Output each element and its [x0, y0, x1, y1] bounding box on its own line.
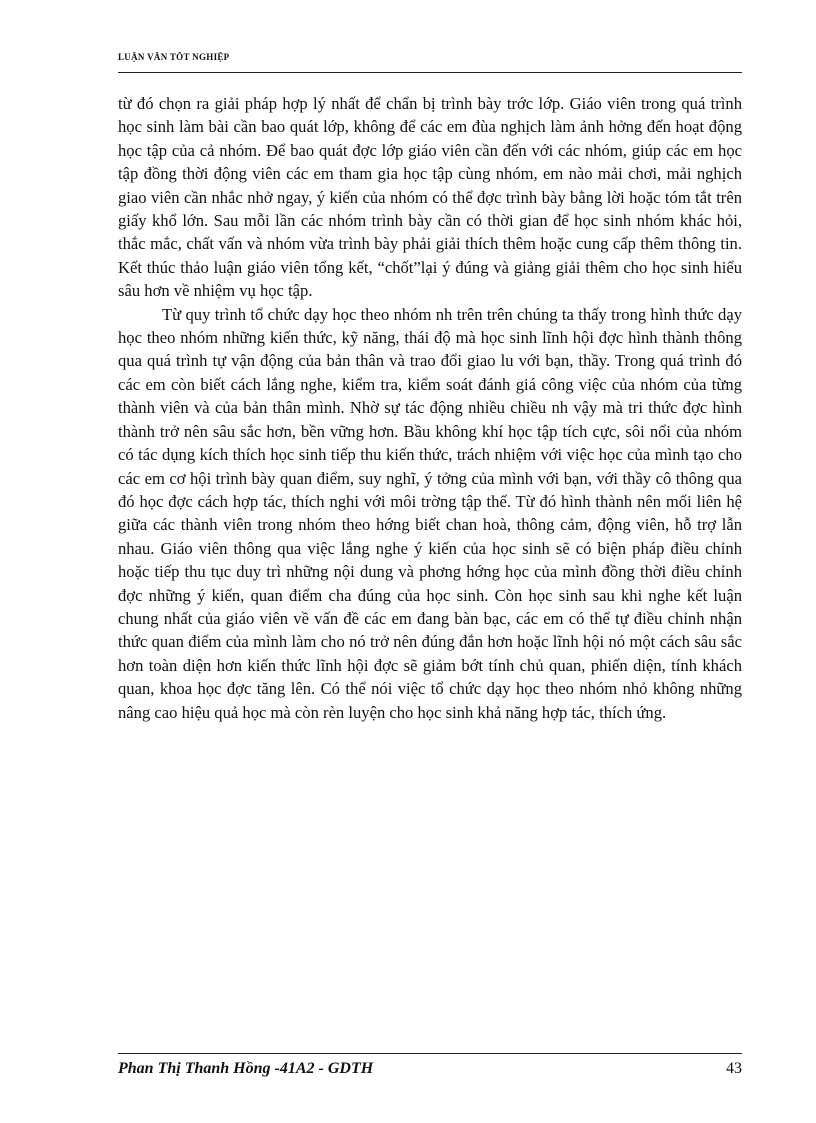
running-header: LUẬN VĂN TỐT NGHIỆP: [118, 52, 230, 62]
footer-author: Phan Thị Thanh Hồng -41A2 - GDTH: [118, 1060, 374, 1077]
paragraph-2: Từ quy trình tổ chức dạy học theo nhóm nh trên trên chúng ta thấy trong hình thức dạy học theo nhóm những kiến thức, kỹ năng, thái độ mà học sinh lĩnh hội đợc hình thành thông qua quá trình tự vận động của bản thân và trao đổi giao lu với bạn, thầy. Trong quá trình đó các em còn biết cách lắng nghe, kiểm tra, kiểm soát đánh giá công việc của nhóm của từng thành viên và của bản thân mình. Nhờ sự tác động nhiều chiều nh vậy mà tri thức đợc hình thành trở nên sâu sắc hơn, bền vững hơn. Bầu không khí học tập tích cực, sôi nổi của nhóm có tác dụng kích thích học sinh tiếp thu kiến thức, trách nhiệm với việc học của mình tạo cho các em cơ hội trình bày quan điểm, suy nghĩ, ý tởng của mình với bạn, với thầy cô thông qua đó học đợc cách hợp tác, thích nghi với môi trờng tập thể. Từ đó hình thành nên mối liên hệ giữa các thành viên trong nhóm theo hớng biết chan hoà, thông cảm, động viên, hỗ trợ lẫn nhau. Giáo viên thông qua việc lắng nghe ý kiến của học sinh sẽ có biện pháp điều chỉnh hoặc tiếp thu tục duy trì những nội dung và phơng hớng học của mình đồng thời điều chỉnh đợc những ý kiến, quan điểm cha đúng của học sinh. Còn học sinh sau khi nghe kết luận chung nhất của giáo viên về vấn đề các em đang bàn bạc, các em có thể tự điều chỉnh nhận thức quan điểm của mình làm cho nó trở nên đúng đắn hơn hoặc lĩnh hội nó một cách sâu sắc hơn toàn diện hơn kiến thức lĩnh hội đợc sẽ giảm bớt tính chủ quan, phiến diện, tính khách quan, khoa học đợc tăng lên. Có thể nói việc tổ chức dạy học theo nhóm nhỏ không những nâng cao hiệu quả học mà còn rèn luyện cho học sinh khả năng hợp tác, thích ứng.: [118, 304, 742, 722]
paragraph-1: từ đó chọn ra giải pháp hợp lý nhất để chẩn bị trình bày trớc lớp. Giáo viên trong quá trình học sinh làm bài cần bao quát lớp, không để các em đùa nghịch làm ảnh hởng đến hoạt động học tập của cả nhóm. Để bao quát đợc lớp giáo viên cần đến với các nhóm, giúp các em học tập đồng thời động viên các em tham gia học tập cùng nhóm, em nào mải chơi, mải nghịch giao viên cần nhắc nhở ngay, ý kiến của nhóm có thể đợc trình bày bằng lời hoặc tóm tắt trên giấy khổ lớn. Sau mỗi lần các nhóm trình bày cần có thời gian để học sinh nhóm khác hỏi, thắc mắc, chất vấn và nhóm vừa trình bày phải giải thích thêm hoặc cung cấp thêm thông tin. Kết thúc thảo luận giáo viên tổng kết, “chốt”lại ý đúng và giảng giải thêm cho học sinh hiểu sâu hơn về nhiệm vụ học tập.: [118, 94, 742, 301]
body-text: [118, 92, 742, 724]
footer-rule: [118, 1053, 742, 1054]
page-number: 43: [726, 1060, 742, 1077]
header-rule: [118, 72, 742, 73]
